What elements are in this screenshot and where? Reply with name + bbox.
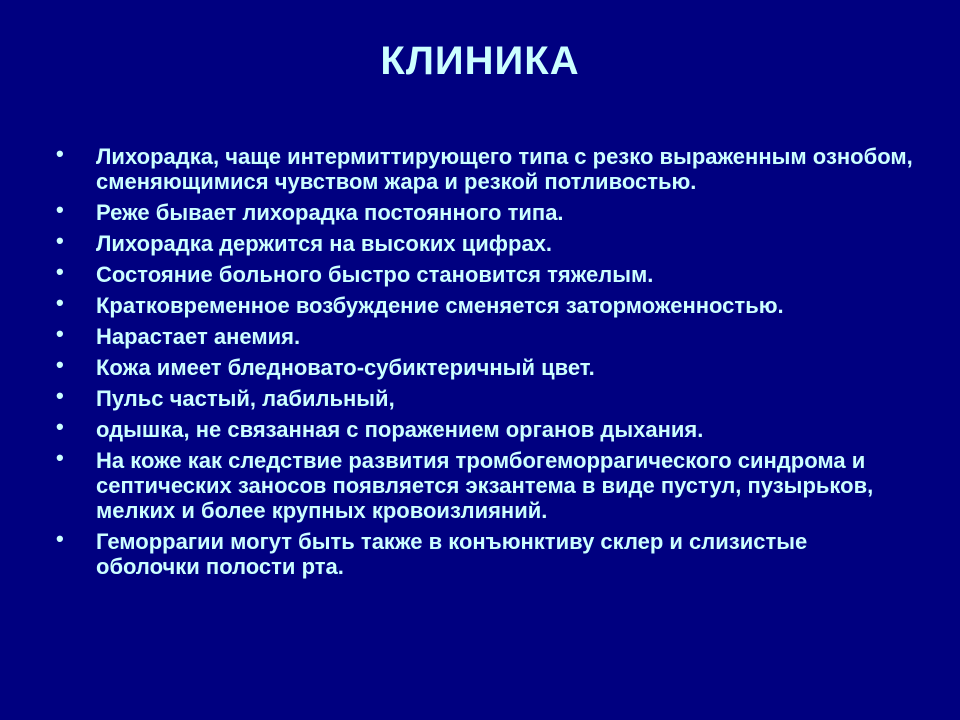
bullet-dot-icon: • <box>56 197 64 222</box>
bullet-item <box>56 259 916 287</box>
bullet-dot-icon: • <box>56 352 64 377</box>
bullet-text: Состояние больного быстро становится тяжелым. <box>96 262 654 287</box>
slide-title: КЛИНИКА <box>380 39 580 83</box>
bullet-text: Геморрагии могут быть также в конъюнктиву склер и слизистые оболочки полости рта. <box>96 529 808 579</box>
bullet-item <box>56 321 916 349</box>
bullet-list <box>56 141 916 585</box>
bullet-text: Лихорадка, чаще интермиттирующего типа с резко выраженным ознобом, сменяющимися чувством жара и резкой потливостью. <box>96 144 913 194</box>
bullet-item <box>56 352 916 380</box>
bullet-dot-icon: • <box>56 383 64 408</box>
bullet-text: Нарастает анемия. <box>96 324 301 349</box>
bullet-text: Лихорадка держится на высоких цифрах. <box>96 231 553 256</box>
bullet-text: Пульс частый, лабильный, <box>96 386 395 411</box>
bullet-dot-icon: • <box>56 445 64 470</box>
bullet-item <box>56 141 916 194</box>
bullet-item <box>56 526 916 579</box>
bullet-dot-icon: • <box>56 321 64 346</box>
bullet-text: Кожа имеет бледновато-субиктеричный цвет. <box>96 355 595 380</box>
bullet-text: одышка, не связанная с поражением органов дыхания. <box>96 417 704 442</box>
bullet-item <box>56 383 916 411</box>
bullet-text: Реже бывает лихорадка постоянного типа. <box>96 200 564 225</box>
bullet-item <box>56 228 916 256</box>
bullet-dot-icon: • <box>56 259 64 284</box>
bullet-item <box>56 414 916 442</box>
bullet-dot-icon: • <box>56 228 64 253</box>
bullet-item <box>56 197 916 225</box>
bullet-item <box>56 290 916 318</box>
bullet-item <box>56 445 916 523</box>
bullet-dot-icon: • <box>56 290 64 315</box>
bullet-dot-icon: • <box>56 141 64 166</box>
bullet-text: На коже как следствие развития тромбогеморрагического синдрома и септических заносов появляется экзантема в виде пустул, пузырьков, мелких и более крупных кровоизлияний. <box>96 448 874 523</box>
bullet-dot-icon: • <box>56 414 64 439</box>
bullet-text: Кратковременное возбуждение сменяется заторможенностью. <box>96 293 784 318</box>
bullet-dot-icon: • <box>56 526 64 551</box>
